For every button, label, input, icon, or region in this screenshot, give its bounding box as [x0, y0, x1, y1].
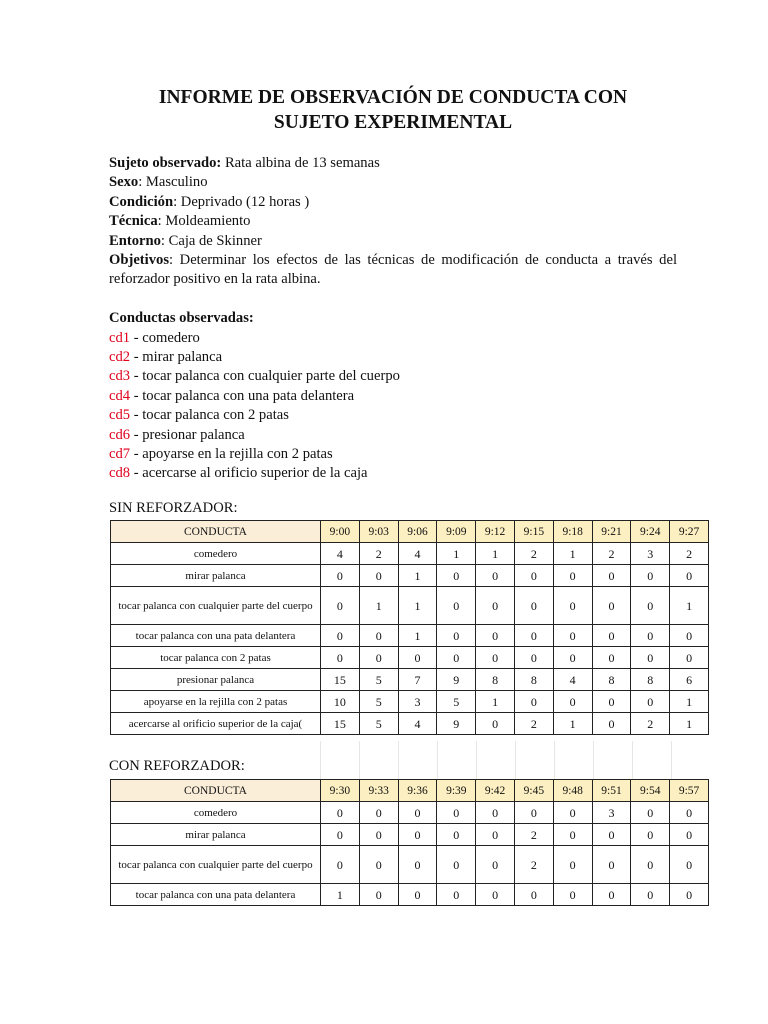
count-cell: 0	[476, 884, 515, 906]
count-cell: 0	[553, 625, 592, 647]
count-cell: 0	[359, 802, 398, 824]
count-cell: 0	[359, 884, 398, 906]
count-cell: 0	[359, 846, 398, 884]
conducta-code: cd1	[109, 329, 131, 346]
count-cell: 10	[321, 691, 360, 713]
table-row	[111, 625, 709, 647]
table-row	[111, 713, 709, 735]
header-time: 9:39	[437, 780, 476, 802]
count-cell: 1	[476, 691, 515, 713]
count-cell: 0	[553, 824, 592, 846]
header-time: 9:27	[670, 521, 709, 543]
count-cell: 8	[476, 669, 515, 691]
header-time: 9:06	[398, 521, 437, 543]
count-cell: 0	[476, 824, 515, 846]
count-cell: 0	[592, 713, 631, 735]
count-cell: 5	[359, 713, 398, 735]
document-title	[0, 85, 768, 135]
conducta-text: - tocar palanca con 2 patas	[130, 407, 289, 424]
count-cell: 0	[514, 587, 553, 625]
count-cell: 0	[631, 565, 670, 587]
field-condicion	[109, 193, 677, 212]
count-cell: 0	[514, 802, 553, 824]
count-cell: 0	[670, 625, 709, 647]
count-cell: 2	[592, 543, 631, 565]
count-cell: 0	[437, 884, 476, 906]
field-label: Sujeto observado:	[109, 155, 222, 171]
count-cell: 0	[437, 802, 476, 824]
conducta-code: cd5	[109, 407, 131, 424]
conducta-item	[109, 445, 677, 464]
conducta-text: - tocar palanca con cualquier parte del cuerpo	[130, 368, 400, 385]
field-tecnica	[109, 212, 677, 231]
count-cell: 0	[359, 565, 398, 587]
behavior-name: mirar palanca	[111, 565, 321, 587]
table-con-reforzador	[110, 779, 709, 906]
conducta-code: cd7	[109, 446, 131, 463]
header-conducta: CONDUCTA	[111, 780, 321, 802]
header-time: 9:54	[631, 780, 670, 802]
count-cell: 0	[398, 647, 437, 669]
count-cell: 0	[476, 565, 515, 587]
field-label: Condición	[109, 193, 174, 210]
field-value: : Determinar los efectos de las técnicas de modificación de conducta a través del reforzador positivo en la rata albina.	[109, 252, 677, 288]
subject-info	[109, 154, 677, 484]
count-cell: 5	[359, 669, 398, 691]
conducta-text: - comedero	[130, 329, 200, 346]
count-cell: 0	[476, 713, 515, 735]
count-cell: 0	[476, 625, 515, 647]
count-cell: 0	[321, 625, 360, 647]
conducta-text: - presionar palanca	[130, 426, 245, 443]
count-cell: 0	[592, 884, 631, 906]
count-cell: 0	[631, 691, 670, 713]
conducta-item	[109, 367, 677, 386]
count-cell: 0	[631, 846, 670, 884]
table-row	[111, 846, 709, 884]
count-cell: 0	[670, 884, 709, 906]
field-entorno	[109, 232, 677, 251]
count-cell: 0	[437, 846, 476, 884]
count-cell: 1	[398, 587, 437, 625]
field-value: : Moldeamiento	[157, 213, 251, 230]
count-cell: 0	[592, 691, 631, 713]
field-sexo	[109, 173, 677, 192]
count-cell: 0	[321, 565, 360, 587]
count-cell: 15	[321, 713, 360, 735]
count-cell: 0	[321, 587, 360, 625]
table-sin-reforzador	[110, 520, 709, 735]
count-cell: 0	[553, 846, 592, 884]
conducta-item	[109, 387, 677, 406]
conducta-text: - tocar palanca con una pata delantera	[130, 387, 355, 404]
conducta-code: cd8	[109, 465, 131, 482]
table-row	[111, 543, 709, 565]
count-cell: 5	[359, 691, 398, 713]
count-cell: 1	[437, 543, 476, 565]
count-cell: 2	[514, 824, 553, 846]
count-cell: 0	[437, 824, 476, 846]
count-cell: 0	[476, 647, 515, 669]
count-cell: 0	[631, 587, 670, 625]
count-cell: 0	[592, 647, 631, 669]
title-line-2: SUJETO EXPERIMENTAL	[273, 112, 513, 133]
count-cell: 0	[514, 625, 553, 647]
conducta-code: cd2	[109, 349, 131, 366]
count-cell: 0	[321, 802, 360, 824]
count-cell: 0	[398, 824, 437, 846]
conducta-item	[109, 329, 677, 348]
count-cell: 0	[359, 824, 398, 846]
table-header-row	[111, 780, 709, 802]
count-cell: 0	[592, 824, 631, 846]
count-cell: 3	[398, 691, 437, 713]
count-cell: 0	[398, 802, 437, 824]
behavior-name: tocar palanca con cualquier parte del cuerpo	[111, 846, 321, 884]
count-cell: 0	[670, 647, 709, 669]
count-cell: 1	[670, 691, 709, 713]
count-cell: 8	[592, 669, 631, 691]
count-cell: 1	[321, 884, 360, 906]
behavior-name: tocar palanca con una pata delantera	[111, 625, 321, 647]
count-cell: 0	[437, 625, 476, 647]
count-cell: 0	[553, 691, 592, 713]
count-cell: 7	[398, 669, 437, 691]
count-cell: 0	[631, 647, 670, 669]
count-cell: 9	[437, 713, 476, 735]
field-value: : Deprivado (12 horas )	[173, 193, 310, 210]
count-cell: 0	[476, 802, 515, 824]
count-cell: 0	[321, 846, 360, 884]
field-value: : Caja de Skinner	[160, 232, 262, 249]
header-time: 9:18	[553, 521, 592, 543]
count-cell: 1	[553, 543, 592, 565]
count-cell: 2	[514, 846, 553, 884]
header-time: 9:09	[437, 521, 476, 543]
behavior-name: comedero	[111, 802, 321, 824]
table-row	[111, 647, 709, 669]
count-cell: 0	[514, 647, 553, 669]
field-objetivos	[109, 251, 677, 290]
header-time: 9:15	[514, 521, 553, 543]
count-cell: 1	[553, 713, 592, 735]
count-cell: 0	[437, 647, 476, 669]
header-time: 9:33	[359, 780, 398, 802]
title-line-1: INFORME DE OBSERVACIÓN DE CONDUCTA CON	[158, 87, 628, 108]
count-cell: 1	[359, 587, 398, 625]
count-cell: 0	[553, 565, 592, 587]
count-cell: 3	[631, 543, 670, 565]
count-cell: 0	[321, 647, 360, 669]
conducta-item	[109, 348, 677, 367]
count-cell: 2	[514, 713, 553, 735]
count-cell: 0	[437, 587, 476, 625]
behavior-name: apoyarse en la rejilla con 2 patas	[111, 691, 321, 713]
count-cell: 0	[553, 884, 592, 906]
count-cell: 0	[553, 647, 592, 669]
count-cell: 0	[437, 565, 476, 587]
count-cell: 0	[398, 884, 437, 906]
count-cell: 0	[553, 587, 592, 625]
count-cell: 2	[359, 543, 398, 565]
behavior-name: presionar palanca	[111, 669, 321, 691]
count-cell: 0	[398, 846, 437, 884]
count-cell: 0	[553, 802, 592, 824]
field-label: Objetivos	[109, 252, 169, 269]
behavior-name: tocar palanca con 2 patas	[111, 647, 321, 669]
table-header-row	[111, 521, 709, 543]
count-cell: 2	[631, 713, 670, 735]
count-cell: 0	[321, 824, 360, 846]
count-cell: 3	[592, 802, 631, 824]
count-cell: 0	[514, 884, 553, 906]
count-cell: 0	[476, 846, 515, 884]
count-cell: 0	[359, 625, 398, 647]
conducta-text: - apoyarse en la rejilla con 2 patas	[130, 446, 333, 463]
header-time: 9:03	[359, 521, 398, 543]
header-time: 9:24	[631, 521, 670, 543]
field-value: : Masculino	[138, 174, 208, 191]
table-row	[111, 884, 709, 906]
count-cell: 1	[476, 543, 515, 565]
count-cell: 4	[321, 543, 360, 565]
count-cell: 0	[476, 587, 515, 625]
field-label: Técnica	[109, 213, 158, 230]
count-cell: 4	[398, 713, 437, 735]
count-cell: 0	[670, 824, 709, 846]
table-row	[111, 587, 709, 625]
count-cell: 0	[592, 587, 631, 625]
conducta-code: cd4	[109, 387, 131, 404]
field-value: Rata albina de 13 semanas	[221, 155, 380, 171]
behavior-name: tocar palanca con cualquier parte del cuerpo	[111, 587, 321, 625]
conducta-code: cd6	[109, 426, 131, 443]
header-conducta: CONDUCTA	[111, 521, 321, 543]
field-sujeto	[109, 154, 677, 173]
conducta-item	[109, 406, 677, 425]
conducta-item	[109, 426, 677, 445]
count-cell: 0	[514, 691, 553, 713]
conducta-item	[109, 464, 677, 483]
count-cell: 5	[437, 691, 476, 713]
header-time: 9:00	[321, 521, 360, 543]
header-time: 9:57	[670, 780, 709, 802]
count-cell: 1	[398, 565, 437, 587]
count-cell: 2	[670, 543, 709, 565]
count-cell: 8	[631, 669, 670, 691]
count-cell: 0	[631, 625, 670, 647]
table-row	[111, 669, 709, 691]
count-cell: 0	[359, 647, 398, 669]
conducta-text: - acercarse al orificio superior de la caja	[130, 465, 368, 482]
count-cell: 0	[670, 846, 709, 884]
header-time: 9:42	[476, 780, 515, 802]
conductas-heading: Conductas observadas:	[109, 310, 254, 327]
table2-label: CON REFORZADOR:	[109, 758, 245, 774]
count-cell: 8	[514, 669, 553, 691]
count-cell: 1	[670, 587, 709, 625]
count-cell: 0	[592, 846, 631, 884]
count-cell: 0	[631, 824, 670, 846]
count-cell: 15	[321, 669, 360, 691]
conductas-list	[109, 329, 677, 484]
count-cell: 0	[514, 565, 553, 587]
header-time: 9:36	[398, 780, 437, 802]
count-cell: 6	[670, 669, 709, 691]
behavior-name: mirar palanca	[111, 824, 321, 846]
header-time: 9:30	[321, 780, 360, 802]
count-cell: 2	[514, 543, 553, 565]
table1-label: SIN REFORZADOR:	[109, 500, 238, 516]
behavior-name: comedero	[111, 543, 321, 565]
count-cell: 0	[631, 884, 670, 906]
header-time: 9:48	[553, 780, 592, 802]
count-cell: 0	[592, 625, 631, 647]
count-cell: 1	[670, 713, 709, 735]
header-time: 9:12	[476, 521, 515, 543]
count-cell: 0	[670, 565, 709, 587]
field-label: Entorno	[109, 232, 161, 249]
count-cell: 0	[631, 802, 670, 824]
conducta-text: - mirar palanca	[130, 349, 223, 366]
count-cell: 4	[398, 543, 437, 565]
count-cell: 1	[398, 625, 437, 647]
conducta-code: cd3	[109, 368, 131, 385]
header-time: 9:45	[514, 780, 553, 802]
count-cell: 0	[592, 565, 631, 587]
count-cell: 0	[670, 802, 709, 824]
table-row	[111, 691, 709, 713]
header-time: 9:51	[592, 780, 631, 802]
table-row	[111, 802, 709, 824]
table-row	[111, 824, 709, 846]
behavior-name: tocar palanca con una pata delantera	[111, 884, 321, 906]
header-time: 9:21	[592, 521, 631, 543]
table-row	[111, 565, 709, 587]
behavior-name: acercarse al orificio superior de la caja(	[111, 713, 321, 735]
count-cell: 4	[553, 669, 592, 691]
field-label: Sexo	[109, 174, 139, 191]
count-cell: 9	[437, 669, 476, 691]
